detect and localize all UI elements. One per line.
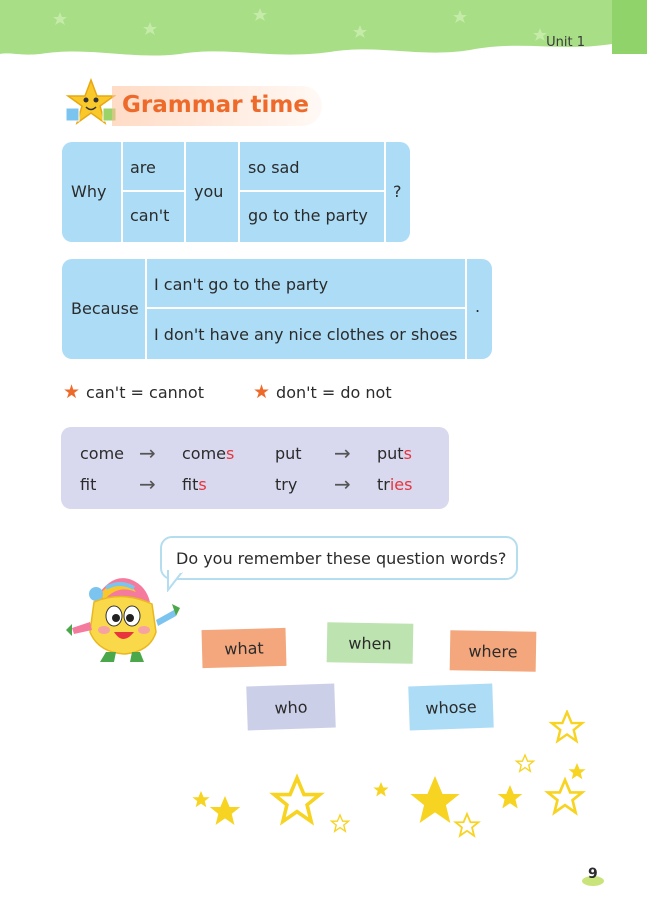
question-prompt: Do you remember these question words? [176,549,507,568]
top-banner [0,0,647,62]
star-icon: ★ [63,381,81,403]
question-word-when: when [327,622,414,663]
question-mark: ? [393,182,402,201]
section-title: Grammar time [122,92,309,118]
unit-label: Unit 1 [546,35,585,50]
speech-bubble [160,536,518,580]
why-word: Why [71,182,107,201]
because-sentence-table [62,259,492,359]
question-word-who: who [246,683,335,730]
why-sentence-table [62,142,410,242]
question-word-what: what [202,628,287,668]
star-icon: ★ [253,381,271,403]
verb-form-fits: fits [182,475,207,494]
verb-forms-box [61,427,449,509]
verb-are: are [130,158,156,177]
arrow-right-icon: → [139,441,156,465]
verb-cant: can't [130,206,170,225]
verb-base-try: try [275,475,298,494]
note-cannot: ★ can't = cannot [63,381,204,403]
page-number: 9 [588,866,598,882]
mascot-illustration [66,572,184,666]
verb-base-put: put [275,444,302,463]
section-title-banner [112,86,322,126]
full-stop: . [475,297,481,316]
verb-base-fit: fit [80,475,97,494]
arrow-right-icon: → [139,472,156,496]
arrow-right-icon: → [334,472,351,496]
question-word-where: where [450,630,537,671]
note-do-not: ★ don't = do not [253,381,392,403]
complement-party: go to the party [248,206,368,225]
verb-form-tries: tries [377,475,413,494]
because-word: Because [71,299,139,318]
verb-form-comes: comes [182,444,235,463]
clause-dont-have: I don't have any nice clothes or shoes [154,325,458,344]
verb-form-puts: puts [377,444,412,463]
complement-so-sad: so sad [248,158,300,177]
clause-cant-go: I can't go to the party [154,275,329,294]
question-word-whose: whose [408,684,493,731]
decorative-stars [185,710,605,850]
grammar-star-badge [64,78,118,128]
arrow-right-icon: → [334,441,351,465]
subject-you: you [194,182,224,201]
verb-base-come: come [80,444,125,463]
